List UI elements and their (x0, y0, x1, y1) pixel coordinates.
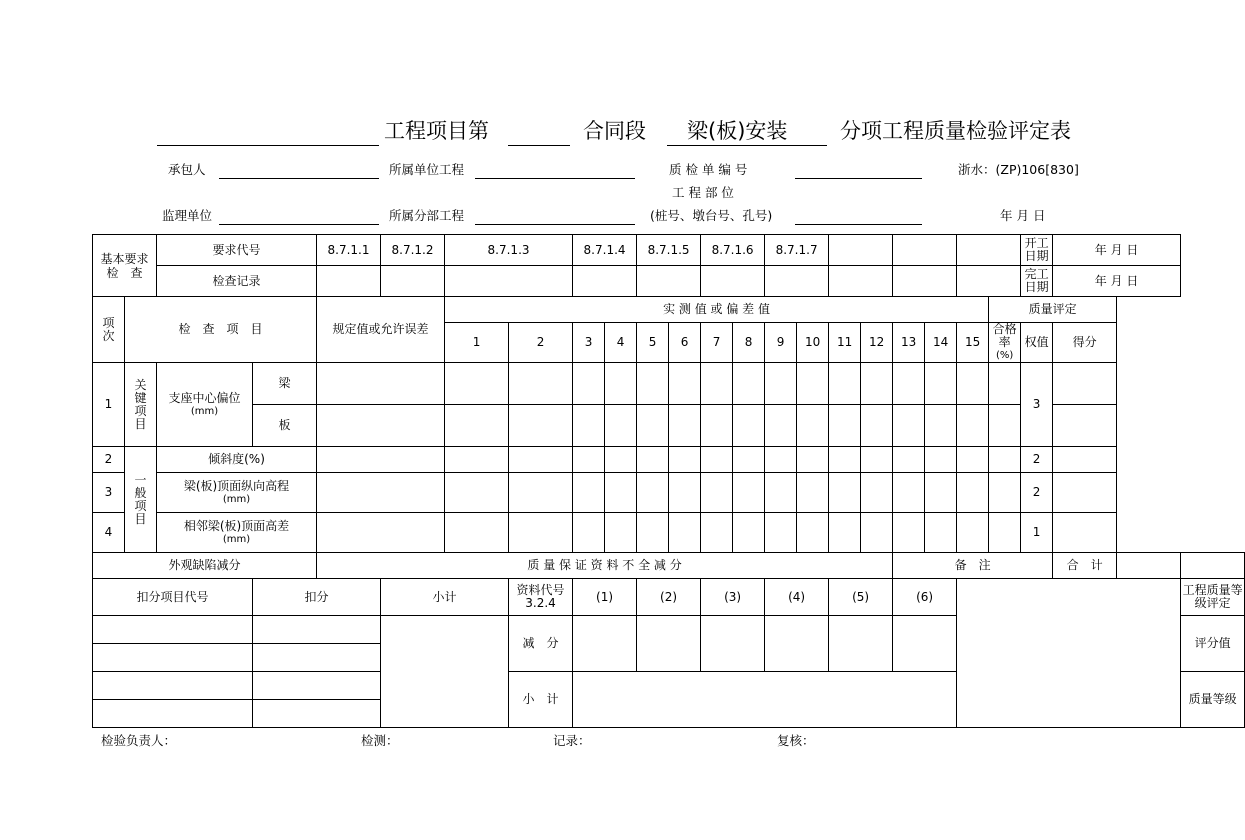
measure-cell[interactable] (829, 473, 861, 513)
measure-cell[interactable] (797, 513, 829, 553)
subtotal-cell[interactable] (573, 672, 957, 728)
measure-cell[interactable] (765, 447, 797, 473)
requirement-code: 8.7.1.2 (381, 235, 445, 266)
deduction-points-cell[interactable] (253, 616, 381, 644)
measure-cell[interactable] (765, 513, 797, 553)
measure-cell[interactable] (669, 363, 701, 405)
deduction-points-cell[interactable] (253, 644, 381, 672)
end-date-label: 完工日期 (1021, 266, 1053, 297)
measure-cell[interactable] (797, 473, 829, 513)
material-deduction-label: 质 量 保 证 资 料 不 全 减 分 (317, 553, 893, 579)
measure-col-number: 11 (829, 323, 861, 363)
header-date: 年 月 日 (1000, 208, 1046, 223)
measure-cell[interactable] (957, 405, 989, 447)
item-no: 4 (93, 513, 125, 553)
measure-cell[interactable] (765, 363, 797, 405)
footer-review: 复核： (777, 733, 815, 748)
quality-assessment-header: 质量评定 (989, 297, 1117, 323)
check-record-cell[interactable] (701, 266, 765, 297)
unit-project-field (475, 178, 635, 179)
measure-cell[interactable] (861, 405, 893, 447)
reduce-label: 减 分 (509, 616, 573, 672)
location-label-line1: 工 程 部 位 (672, 185, 734, 200)
measure-cell[interactable] (509, 363, 573, 405)
measure-cell[interactable] (957, 363, 989, 405)
requirement-code: 8.7.1.7 (765, 235, 829, 266)
measure-cell[interactable] (445, 363, 509, 405)
check-record-label: 检查记录 (157, 266, 317, 297)
title-subject-underline (667, 145, 827, 146)
measure-cell[interactable] (893, 363, 925, 405)
measure-cell[interactable] (893, 473, 925, 513)
remark-cell[interactable] (957, 579, 1181, 728)
weight-value: 3 (1021, 363, 1053, 447)
measure-cell[interactable] (669, 405, 701, 447)
general-items-group: 一般项目 (125, 447, 157, 553)
score-cell[interactable] (1053, 473, 1117, 513)
title-part1: 工程项目第 (384, 119, 489, 143)
measure-cell[interactable] (669, 513, 701, 553)
reduce-cell[interactable] (829, 616, 893, 672)
measure-cell[interactable] (445, 405, 509, 447)
spec-cell[interactable] (317, 447, 445, 473)
measure-cell[interactable] (893, 405, 925, 447)
title-part2: 合同段 (583, 119, 646, 143)
score-cell[interactable] (1053, 363, 1117, 405)
pass-rate-header: 合格率 (%) (989, 323, 1021, 363)
measure-cell[interactable] (605, 447, 637, 473)
doc-item: (2) (637, 579, 701, 616)
spec-cell[interactable] (317, 513, 445, 553)
doc-item: (1) (573, 579, 637, 616)
title-subject: 梁(板)安装 (687, 119, 788, 143)
check-record-cell[interactable] (445, 266, 573, 297)
measure-cell[interactable] (893, 513, 925, 553)
measure-col-number: 2 (509, 323, 573, 363)
deduction-code-cell[interactable] (93, 616, 253, 644)
measure-col-number: 4 (605, 323, 637, 363)
measure-cell[interactable] (765, 405, 797, 447)
division-project-field (475, 224, 635, 225)
supervisor-field (219, 224, 379, 225)
doc-code-header: 资料代号 3.2.4 (509, 579, 573, 616)
measure-cell[interactable] (957, 513, 989, 553)
requirement-code: 8.7.1.5 (637, 235, 701, 266)
measure-col-number: 5 (637, 323, 669, 363)
requirement-code: 8.7.1.4 (573, 235, 637, 266)
measure-cell[interactable] (733, 513, 765, 553)
measure-col-number: 7 (701, 323, 733, 363)
score-cell[interactable] (1053, 513, 1117, 553)
measure-cell[interactable] (573, 405, 605, 447)
deduction-points-cell[interactable] (253, 700, 381, 728)
end-date-value[interactable]: 年 月 日 (1053, 266, 1181, 297)
measure-cell[interactable] (573, 363, 605, 405)
check-record-cell[interactable] (957, 266, 1021, 297)
measure-cell[interactable] (957, 447, 989, 473)
measure-col-number: 14 (925, 323, 957, 363)
measure-cell[interactable] (733, 363, 765, 405)
measure-col-number: 9 (765, 323, 797, 363)
contractor-label: 承包人 (168, 162, 206, 177)
inspection-no-field (795, 178, 922, 179)
title-project-blank (157, 145, 379, 146)
item-name: 支座中心偏位 (mm) (157, 363, 253, 447)
reduce-cell[interactable] (573, 616, 637, 672)
key-items-group: 关键项目 (125, 363, 157, 447)
doc-item: (3) (701, 579, 765, 616)
measure-cell[interactable] (861, 447, 893, 473)
measure-col-number: 6 (669, 323, 701, 363)
measure-cell[interactable] (445, 447, 509, 473)
subtotal-label: 小 计 (509, 672, 573, 728)
weight-value: 2 (1021, 447, 1053, 473)
division-project-label: 所属分部工程 (389, 208, 465, 223)
reduce-cell[interactable] (893, 616, 957, 672)
check-record-cell[interactable] (637, 266, 701, 297)
measure-cell[interactable] (637, 363, 669, 405)
measure-cell[interactable] (925, 405, 957, 447)
reduce-cell[interactable] (701, 616, 765, 672)
footer-leader: 检验负责人： (101, 733, 177, 748)
weight-header: 权值 (1021, 323, 1053, 363)
measure-cell[interactable] (637, 405, 669, 447)
measure-cell[interactable] (701, 363, 733, 405)
check-record-cell[interactable] (381, 266, 445, 297)
contractor-field (219, 178, 379, 179)
measure-cell[interactable] (797, 405, 829, 447)
deduction-code-cell[interactable] (93, 700, 253, 728)
spec-cell[interactable] (317, 363, 445, 405)
item-sub-slab: 板 (253, 405, 317, 447)
measure-cell[interactable] (829, 447, 861, 473)
title-contract-blank (508, 145, 570, 146)
requirement-code: 8.7.1.6 (701, 235, 765, 266)
measure-col-number: 3 (573, 323, 605, 363)
check-record-cell[interactable] (893, 266, 957, 297)
grade-label: 质量等级 (1181, 672, 1245, 728)
measure-cell[interactable] (765, 473, 797, 513)
measure-cell[interactable] (925, 447, 957, 473)
footer-inspect: 检测： (361, 733, 399, 748)
doc-item: (5) (829, 579, 893, 616)
pass-rate-cell[interactable] (989, 513, 1021, 553)
measure-cell[interactable] (893, 447, 925, 473)
check-record-cell[interactable] (573, 266, 637, 297)
check-record-cell[interactable] (765, 266, 829, 297)
measure-cell[interactable] (829, 513, 861, 553)
measure-cell[interactable] (861, 363, 893, 405)
measure-cell[interactable] (829, 405, 861, 447)
quality-inspection-table (92, 234, 1245, 728)
deduction-points-cell[interactable] (253, 672, 381, 700)
measure-col-number: 15 (957, 323, 989, 363)
reduce-cell[interactable] (765, 616, 829, 672)
score-header: 得分 (1053, 323, 1117, 363)
measure-cell[interactable] (733, 473, 765, 513)
deduction-code-cell[interactable] (93, 644, 253, 672)
measure-col-number: 10 (797, 323, 829, 363)
deduction-code-cell[interactable] (93, 672, 253, 700)
measure-cell[interactable] (701, 513, 733, 553)
measure-cell[interactable] (957, 473, 989, 513)
measure-cell[interactable] (669, 473, 701, 513)
requirement-code-empty[interactable] (957, 235, 1021, 266)
measure-cell[interactable] (669, 447, 701, 473)
measure-cell[interactable] (509, 473, 573, 513)
requirement-code-empty[interactable] (893, 235, 957, 266)
measure-cell[interactable] (701, 473, 733, 513)
pass-rate-cell[interactable] (989, 405, 1021, 447)
check-item-header: 检 查 项 目 (125, 297, 317, 363)
measure-cell[interactable] (925, 473, 957, 513)
total-cell[interactable] (1117, 553, 1181, 579)
item-no: 2 (93, 447, 125, 473)
title-part3: 分项工程质量检验评定表 (840, 119, 1071, 143)
measure-cell[interactable] (733, 447, 765, 473)
spec-header: 规定值或允许误差 (317, 297, 445, 363)
measure-cell[interactable] (605, 513, 637, 553)
score-cell[interactable] (1053, 405, 1117, 447)
measure-cell[interactable] (573, 513, 605, 553)
measure-cell[interactable] (509, 405, 573, 447)
spec-cell[interactable] (317, 405, 445, 447)
measure-col-number: 12 (861, 323, 893, 363)
location-label-line2: (桩号、墩台号、孔号) (650, 208, 773, 223)
unit-project-label: 所属单位工程 (389, 162, 465, 177)
measure-cell[interactable] (925, 513, 957, 553)
item-sub-beam: 梁 (253, 363, 317, 405)
requirement-code-empty[interactable] (829, 235, 893, 266)
item-name: 梁(板)顶面纵向高程 (mm) (157, 473, 317, 513)
appearance-deduction-label: 外观缺陷减分 (93, 553, 317, 579)
deduction-subtotal-cell[interactable] (381, 616, 509, 728)
score-cell[interactable] (1053, 447, 1117, 473)
measure-cell[interactable] (573, 447, 605, 473)
check-record-cell[interactable] (317, 266, 381, 297)
measure-cell[interactable] (701, 447, 733, 473)
basic-requirements-label: 基本要求检 查 (93, 235, 157, 297)
check-record-cell[interactable] (829, 266, 893, 297)
measure-cell[interactable] (445, 473, 509, 513)
measure-cell[interactable] (861, 473, 893, 513)
measure-cell[interactable] (733, 405, 765, 447)
measure-cell[interactable] (573, 473, 605, 513)
measure-cell[interactable] (797, 363, 829, 405)
requirement-code: 8.7.1.1 (317, 235, 381, 266)
item-no: 1 (93, 363, 125, 447)
measure-cell[interactable] (605, 363, 637, 405)
item-no-header: 项次 (93, 297, 125, 363)
pass-rate-cell[interactable] (989, 363, 1021, 405)
spec-cell[interactable] (317, 473, 445, 513)
measure-col-number: 13 (893, 323, 925, 363)
doc-item: (4) (765, 579, 829, 616)
measure-cell[interactable] (925, 363, 957, 405)
score-value-label: 评分值 (1181, 616, 1245, 672)
requirement-code: 8.7.1.3 (445, 235, 573, 266)
measure-cell[interactable] (861, 513, 893, 553)
supervisor-label: 监理单位 (162, 208, 213, 223)
measure-cell[interactable] (797, 447, 829, 473)
start-date-label: 开工日期 (1021, 235, 1053, 266)
measure-col-number: 8 (733, 323, 765, 363)
pass-rate-cell[interactable] (989, 447, 1021, 473)
item-name: 倾斜度(%) (157, 447, 317, 473)
grade-evaluation-header: 工程质量等级评定 (1181, 579, 1245, 616)
item-no: 3 (93, 473, 125, 513)
measure-cell[interactable] (701, 405, 733, 447)
item-name: 相邻梁(板)顶面高差 (mm) (157, 513, 317, 553)
weight-value: 1 (1021, 513, 1053, 553)
inspection-no-label: 质 检 单 编 号 (669, 162, 748, 177)
reduce-cell[interactable] (637, 616, 701, 672)
deduction-points-header: 扣分 (253, 579, 381, 616)
start-date-value[interactable]: 年 月 日 (1053, 235, 1181, 266)
requirement-code-label: 要求代号 (157, 235, 317, 266)
measure-cell[interactable] (829, 363, 861, 405)
measure-cell[interactable] (605, 405, 637, 447)
total-cell[interactable] (1181, 553, 1245, 579)
weight-value: 2 (1021, 473, 1053, 513)
doc-item: (6) (893, 579, 957, 616)
measure-cell[interactable] (445, 513, 509, 553)
deduction-subtotal-header: 小计 (381, 579, 509, 616)
measure-cell[interactable] (637, 447, 669, 473)
remark-label: 备 注 (893, 553, 1053, 579)
form-code: 浙水：(ZP)106[830] (958, 162, 1079, 177)
footer-record: 记录： (553, 733, 591, 748)
deduction-item-code-header: 扣分项目代号 (93, 579, 253, 616)
measure-cell[interactable] (637, 513, 669, 553)
measured-values-header: 实 测 值 或 偏 差 值 (445, 297, 989, 323)
total-label: 合 计 (1053, 553, 1117, 579)
measure-cell[interactable] (605, 473, 637, 513)
measure-cell[interactable] (509, 447, 573, 473)
measure-cell[interactable] (509, 513, 573, 553)
pass-rate-cell[interactable] (989, 473, 1021, 513)
measure-cell[interactable] (637, 473, 669, 513)
measure-col-number: 1 (445, 323, 509, 363)
location-field (795, 224, 922, 225)
